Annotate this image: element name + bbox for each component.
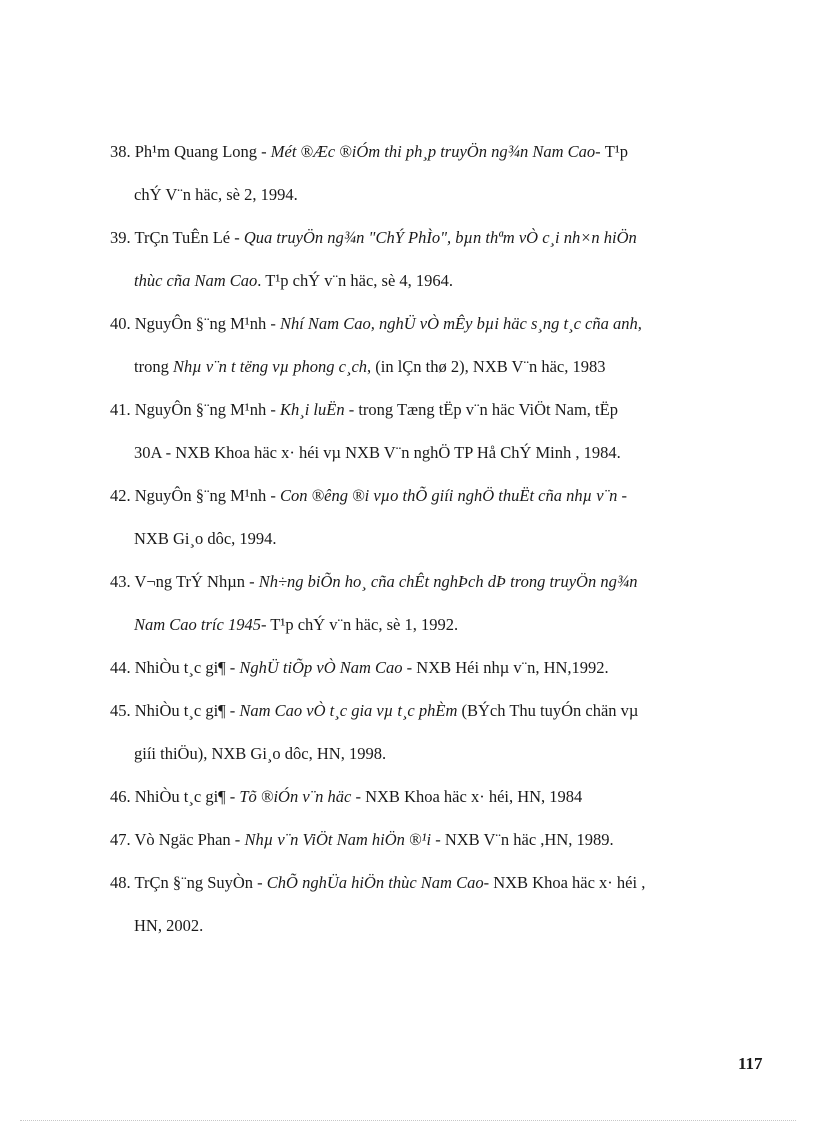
ref-number: 41. bbox=[110, 400, 131, 419]
ref-title: Nhí Nam Cao, nghÜ vÒ mÊy bµi häc s¸ng t¸c cña anh, bbox=[279, 314, 642, 333]
ref-author: NhiÒu t¸c gi¶ - bbox=[134, 787, 240, 806]
reference-item bbox=[110, 861, 750, 947]
reference-list bbox=[110, 130, 750, 947]
ref-author: TrÇn TuÊn Lé - bbox=[134, 228, 244, 247]
ref-number: 42. bbox=[110, 486, 131, 505]
ref-author: Ph¹m Quang Long - bbox=[134, 142, 271, 161]
ref-title: Tõ ®iÓn v¨n häc bbox=[239, 787, 352, 806]
reference-item bbox=[110, 775, 750, 818]
ref-number: 43. bbox=[110, 572, 131, 591]
ref-continuation-line bbox=[110, 259, 750, 302]
ref-title: Kh¸i luËn bbox=[279, 400, 345, 419]
ref-title: Con ®êng ®i vµo thÕ giíi nghÖ thuËt cña nhµ v¨n bbox=[279, 486, 618, 505]
ref-author: NguyÔn §¨ng M¹nh - bbox=[134, 486, 280, 505]
page-number: 117 bbox=[738, 1054, 763, 1073]
ref-publisher: - NXB Khoa häc x· héi, HN, 1984 bbox=[351, 787, 583, 806]
ref-continuation: chÝ V¨n häc, sè 2, 1994. bbox=[134, 185, 298, 204]
reference-item bbox=[110, 818, 750, 861]
ref-author: V¬ng TrÝ Nhµn - bbox=[134, 572, 259, 591]
ref-number: 45. bbox=[110, 701, 131, 720]
ref-author: NguyÔn §¨ng M¹nh - bbox=[134, 314, 280, 333]
reference-item bbox=[110, 388, 750, 474]
ref-title-continued: Nhµ v¨n t tëng vµ phong c¸ch bbox=[172, 357, 368, 376]
ref-author: NguyÔn §¨ng M¹nh - bbox=[134, 400, 280, 419]
ref-title: Mét ®Æc ®iÓm thi ph¸p truyÖn ng¾n Nam Cao- bbox=[270, 142, 605, 161]
ref-number: 48. bbox=[110, 873, 131, 892]
ref-continuation: , (in lÇn thø 2), NXB V¨n häc, 1983 bbox=[367, 357, 606, 376]
ref-author: NhiÒu t¸c gi¶ - bbox=[134, 701, 240, 720]
ref-continuation-prefix: trong bbox=[134, 357, 173, 376]
ref-author: TrÇn §¨ng SuyÒn - bbox=[134, 873, 267, 892]
ref-author: Vò Ngäc Phan - bbox=[134, 830, 245, 849]
ref-author: NhiÒu t¸c gi¶ - bbox=[134, 658, 240, 677]
reference-item bbox=[110, 689, 750, 775]
reference-item bbox=[110, 474, 750, 560]
ref-title-continued: thùc cña Nam Cao bbox=[134, 271, 258, 290]
ref-number: 46. bbox=[110, 787, 131, 806]
ref-continuation: 30A - NXB Khoa häc x· héi vµ NXB V¨n nghÖ TP Hå ChÝ Minh , 1984. bbox=[134, 443, 621, 462]
ref-continuation: NXB Gi¸o dôc, 1994. bbox=[134, 529, 277, 548]
ref-continuation-line bbox=[110, 345, 750, 388]
ref-number: 44. bbox=[110, 658, 131, 677]
ref-publisher: - NXB V¨n häc ,HN, 1989. bbox=[431, 830, 614, 849]
ref-publisher: (BÝch Thu tuyÓn chän vµ bbox=[457, 701, 639, 720]
ref-title: Qua truyÖn ng¾n "ChÝ PhÌo", bµn thªm vÒ c¸i nh×n hiÖn bbox=[243, 228, 637, 247]
ref-publisher: - NXB Khoa häc x· héi , bbox=[483, 873, 646, 892]
ref-continuation-line bbox=[110, 603, 750, 646]
ref-title: Nhµ v¨n ViÖt Nam hiÖn ®¹i bbox=[244, 830, 432, 849]
ref-title: NghÜ tiÕp vÒ Nam Cao - bbox=[239, 658, 417, 677]
ref-continuation: giíi thiÖu), NXB Gi¸o dôc, HN, 1998. bbox=[134, 744, 387, 763]
ref-number: 40. bbox=[110, 314, 131, 333]
reference-item bbox=[110, 560, 750, 646]
ref-continuation: HN, 2002. bbox=[134, 916, 204, 935]
ref-publisher: T¹p bbox=[604, 142, 629, 161]
reference-item bbox=[110, 646, 750, 689]
ref-publisher: - trong Tæng tËp v¨n häc ViÖt Nam, tËp bbox=[344, 400, 618, 419]
ref-title: ChÕ nghÜa hiÖn thùc Nam Cao bbox=[266, 873, 484, 892]
ref-continuation: - T¹p chÝ v¨n häc, sè 1, 1992. bbox=[260, 615, 459, 634]
ref-number: 39. bbox=[110, 228, 131, 247]
ref-number: 47. bbox=[110, 830, 131, 849]
reference-item bbox=[110, 216, 750, 302]
ref-publisher: NXB Héi nhµ v¨n, HN,1992. bbox=[416, 658, 609, 677]
ref-title-continued: Nam Cao tríc 1945 bbox=[134, 615, 261, 634]
ref-number: 38. bbox=[110, 142, 131, 161]
ref-continuation: . T¹p chÝ v¨n häc, sè 4, 1964. bbox=[257, 271, 454, 290]
ref-publisher: - bbox=[617, 486, 627, 505]
reference-item bbox=[110, 302, 750, 388]
ref-title: Nam Cao vÒ t¸c gia vµ t¸c phÈm bbox=[239, 701, 458, 720]
ref-title: Nh÷ng biÕn ho¸ cña chÊt nghÞch dÞ trong truyÖn ng¾n bbox=[258, 572, 638, 591]
reference-item bbox=[110, 130, 750, 216]
page-bottom-divider bbox=[20, 1120, 796, 1121]
